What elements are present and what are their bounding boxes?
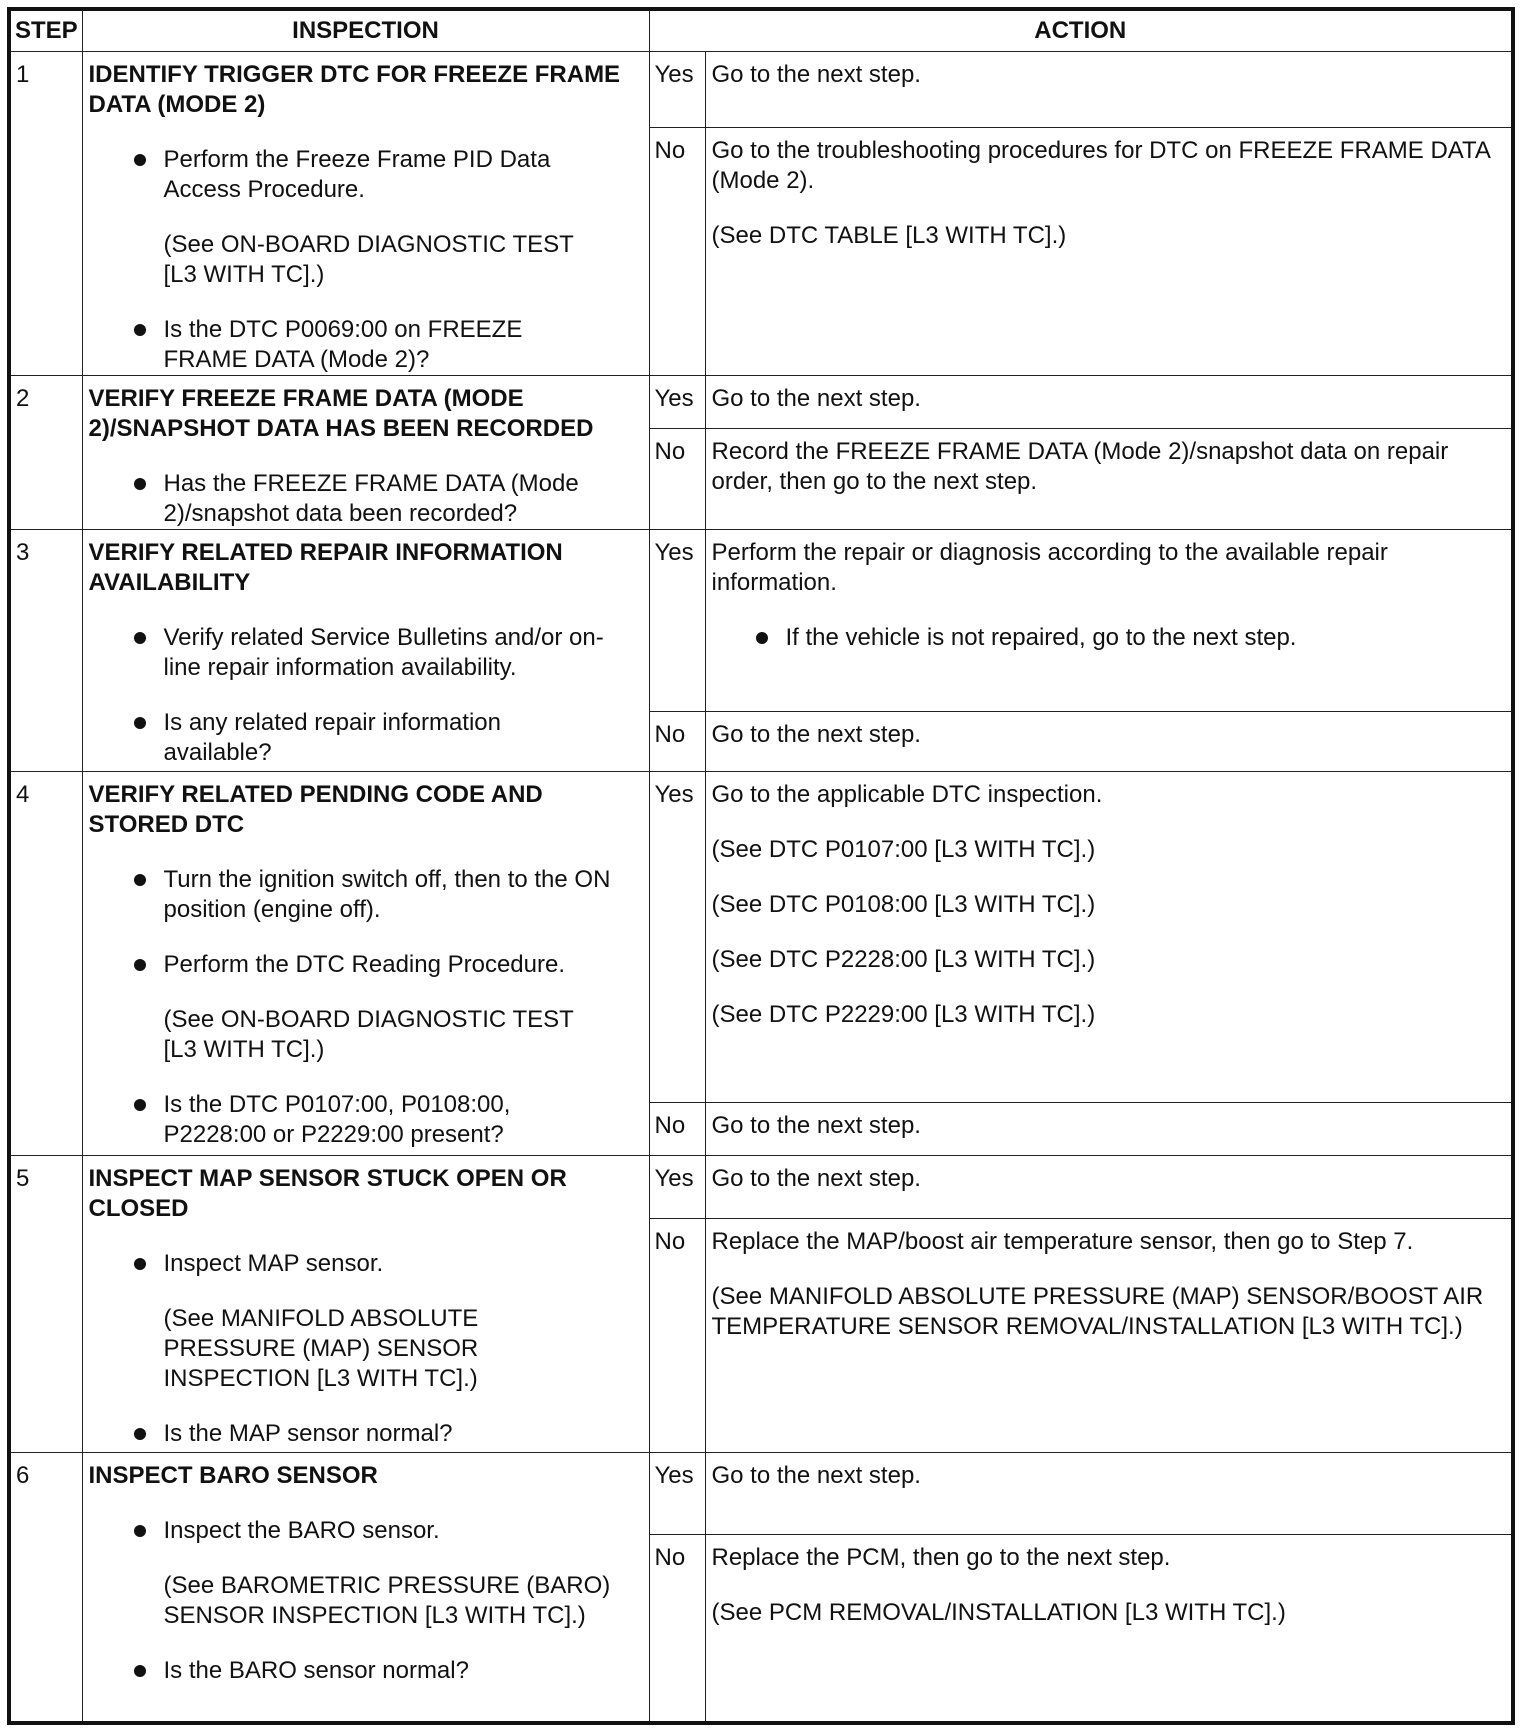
diagnostic-table bbox=[7, 7, 1515, 1725]
yes-action: Go to the next step. bbox=[705, 1453, 1513, 1535]
yes-action: Perform the repair or diagnosis according to the available repair information. If the vehicle is not repaired, go to the next step. bbox=[705, 530, 1513, 712]
step-number: 1 bbox=[9, 52, 82, 376]
step-4-yes-row bbox=[9, 772, 1513, 1103]
step-1-yes-row bbox=[9, 52, 1513, 128]
bullet-icon bbox=[134, 1665, 146, 1677]
no-label: No bbox=[649, 712, 705, 772]
no-action: Replace the MAP/boost air temperature sensor, then go to Step 7. (See MANIFOLD ABSOLUTE PRESSURE (MAP) SENSOR/BOOST AIR TEMPERATURE SENSOR REMOVAL/INSTALLATION [L3 WITH TC].) bbox=[705, 1219, 1513, 1453]
reference-link: (See DTC TABLE [L3 WITH TC].) bbox=[711, 222, 1067, 250]
reference-link: (See MANIFOLD ABSOLUTE PRESSURE (MAP) SENSOR/BOOST AIR TEMPERATURE SENSOR REMOVAL/INSTALLATION [L3 WITH TC].) bbox=[711, 1283, 1484, 1340]
reference-link: (See MANIFOLD ABSOLUTE PRESSURE (MAP) SENSOR INSPECTION [L3 WITH TC].) bbox=[163, 1305, 479, 1392]
inspection-question: Is any related repair information available? bbox=[89, 708, 643, 768]
inspection-question: Has the FREEZE FRAME DATA (Mode 2)/snapshot data been recorded? bbox=[89, 469, 643, 529]
header-inspection: INSPECTION bbox=[82, 9, 649, 52]
bullet-icon bbox=[134, 717, 146, 729]
bullet-icon bbox=[134, 1099, 146, 1111]
yes-label: Yes bbox=[649, 772, 705, 1103]
step-6-yes-row bbox=[9, 1453, 1513, 1535]
no-action: Record the FREEZE FRAME DATA (Mode 2)/snapshot data on repair order, then go to the next step. bbox=[705, 429, 1513, 530]
bullet-icon bbox=[134, 154, 146, 166]
bullet-icon bbox=[134, 1428, 146, 1440]
no-action: Go to the next step. bbox=[705, 712, 1513, 772]
yes-label: Yes bbox=[649, 530, 705, 712]
inspection-cell bbox=[82, 376, 649, 530]
step-number: 4 bbox=[9, 772, 82, 1156]
header-action: ACTION bbox=[649, 9, 1513, 52]
yes-label: Yes bbox=[649, 376, 705, 429]
inspection-cell bbox=[82, 772, 649, 1156]
bullet-icon bbox=[134, 1258, 146, 1270]
no-action: Replace the PCM, then go to the next step. (See PCM REMOVAL/INSTALLATION [L3 WITH TC].) bbox=[705, 1535, 1513, 1723]
inspection-item: Inspect the BARO sensor. bbox=[89, 1516, 643, 1546]
step-title: IDENTIFY TRIGGER DTC FOR FREEZE FRAME DATA (MODE 2) bbox=[88, 61, 621, 118]
step-number: 3 bbox=[9, 530, 82, 772]
reference-link: (See DTC P0107:00 [L3 WITH TC].) bbox=[711, 836, 1096, 863]
no-action: Go to the next step. bbox=[705, 1103, 1513, 1156]
step-5-yes-row bbox=[9, 1156, 1513, 1219]
inspection-question: Is the DTC P0069:00 on FREEZE FRAME DATA (Mode 2)? bbox=[89, 315, 643, 375]
bullet-icon bbox=[134, 874, 146, 886]
bullet-icon bbox=[756, 632, 768, 644]
yes-action: Go to the next step. bbox=[705, 1156, 1513, 1219]
yes-label: Yes bbox=[649, 1156, 705, 1219]
step-number: 2 bbox=[9, 376, 82, 530]
yes-action: Go to the next step. bbox=[705, 52, 1513, 128]
reference-link: (See DTC P2229:00 [L3 WITH TC].) bbox=[711, 1001, 1096, 1028]
inspection-item: Turn the ignition switch off, then to the ON position (engine off). bbox=[89, 865, 643, 925]
action-bullet: If the vehicle is not repaired, go to the next step. bbox=[712, 623, 1504, 653]
bullet-icon bbox=[134, 478, 146, 490]
bullet-icon bbox=[134, 959, 146, 971]
no-action: Go to the troubleshooting procedures for DTC on FREEZE FRAME DATA (Mode 2). (See DTC TABLE [L3 WITH TC].) bbox=[705, 128, 1513, 376]
step-2-yes-row bbox=[9, 376, 1513, 429]
reference-link: (See ON-BOARD DIAGNOSTIC TEST [L3 WITH TC].) bbox=[163, 1006, 574, 1063]
header-row bbox=[9, 9, 1513, 52]
inspection-item: Verify related Service Bulletins and/or on-line repair information availability. bbox=[89, 623, 643, 683]
yes-action: Go to the applicable DTC inspection. (See DTC P0107:00 [L3 WITH TC].) (See DTC P0108:00 [L3 WITH TC].) (See DTC P2228:00 [L3 WITH TC].) (See DTC P2229:00 [L3 WITH TC].) bbox=[705, 772, 1513, 1103]
step-3-yes-row bbox=[9, 530, 1513, 712]
reference-link: (See ON-BOARD DIAGNOSTIC TEST [L3 WITH TC].) bbox=[163, 231, 574, 288]
reference-link: (See BAROMETRIC PRESSURE (BARO) SENSOR INSPECTION [L3 WITH TC].) bbox=[163, 1572, 611, 1629]
step-number: 5 bbox=[9, 1156, 82, 1453]
step-title: INSPECT MAP SENSOR STUCK OPEN OR CLOSED bbox=[88, 1165, 567, 1222]
reference-link: (See DTC P0108:00 [L3 WITH TC].) bbox=[711, 891, 1096, 918]
yes-action: Go to the next step. bbox=[705, 376, 1513, 429]
step-title: VERIFY RELATED PENDING CODE AND STORED DTC bbox=[88, 781, 543, 838]
inspection-item: Perform the Freeze Frame PID Data Access Procedure. bbox=[89, 145, 643, 205]
step-title: VERIFY RELATED REPAIR INFORMATION AVAILABILITY bbox=[88, 539, 563, 596]
inspection-cell bbox=[82, 530, 649, 772]
no-label: No bbox=[649, 128, 705, 376]
yes-label: Yes bbox=[649, 1453, 705, 1535]
inspection-item: Perform the DTC Reading Procedure. bbox=[89, 950, 643, 980]
no-label: No bbox=[649, 429, 705, 530]
step-title: INSPECT BARO SENSOR bbox=[88, 1462, 378, 1489]
bullet-icon bbox=[134, 324, 146, 336]
inspection-cell bbox=[82, 52, 649, 376]
inspection-question: Is the BARO sensor normal? bbox=[89, 1656, 643, 1686]
no-label: No bbox=[649, 1535, 705, 1723]
yes-label: Yes bbox=[649, 52, 705, 128]
diagnostic-procedure-sheet bbox=[7, 7, 1511, 1721]
reference-link: (See PCM REMOVAL/INSTALLATION [L3 WITH TC].) bbox=[711, 1599, 1286, 1626]
step-number: 6 bbox=[9, 1453, 82, 1723]
inspection-cell bbox=[82, 1453, 649, 1723]
inspection-item: Inspect MAP sensor. bbox=[89, 1249, 643, 1279]
inspection-question: Is the MAP sensor normal? bbox=[89, 1419, 643, 1449]
step-title: VERIFY FREEZE FRAME DATA (MODE 2)/SNAPSHOT DATA HAS BEEN RECORDED bbox=[88, 385, 594, 442]
no-label: No bbox=[649, 1219, 705, 1453]
bullet-icon bbox=[134, 632, 146, 644]
reference-link: (See DTC P2228:00 [L3 WITH TC].) bbox=[711, 946, 1096, 973]
inspection-cell bbox=[82, 1156, 649, 1453]
bullet-icon bbox=[134, 1525, 146, 1537]
header-step: STEP bbox=[9, 9, 82, 52]
inspection-question: Is the DTC P0107:00, P0108:00, P2228:00 or P2229:00 present? bbox=[89, 1090, 643, 1150]
no-label: No bbox=[649, 1103, 705, 1156]
